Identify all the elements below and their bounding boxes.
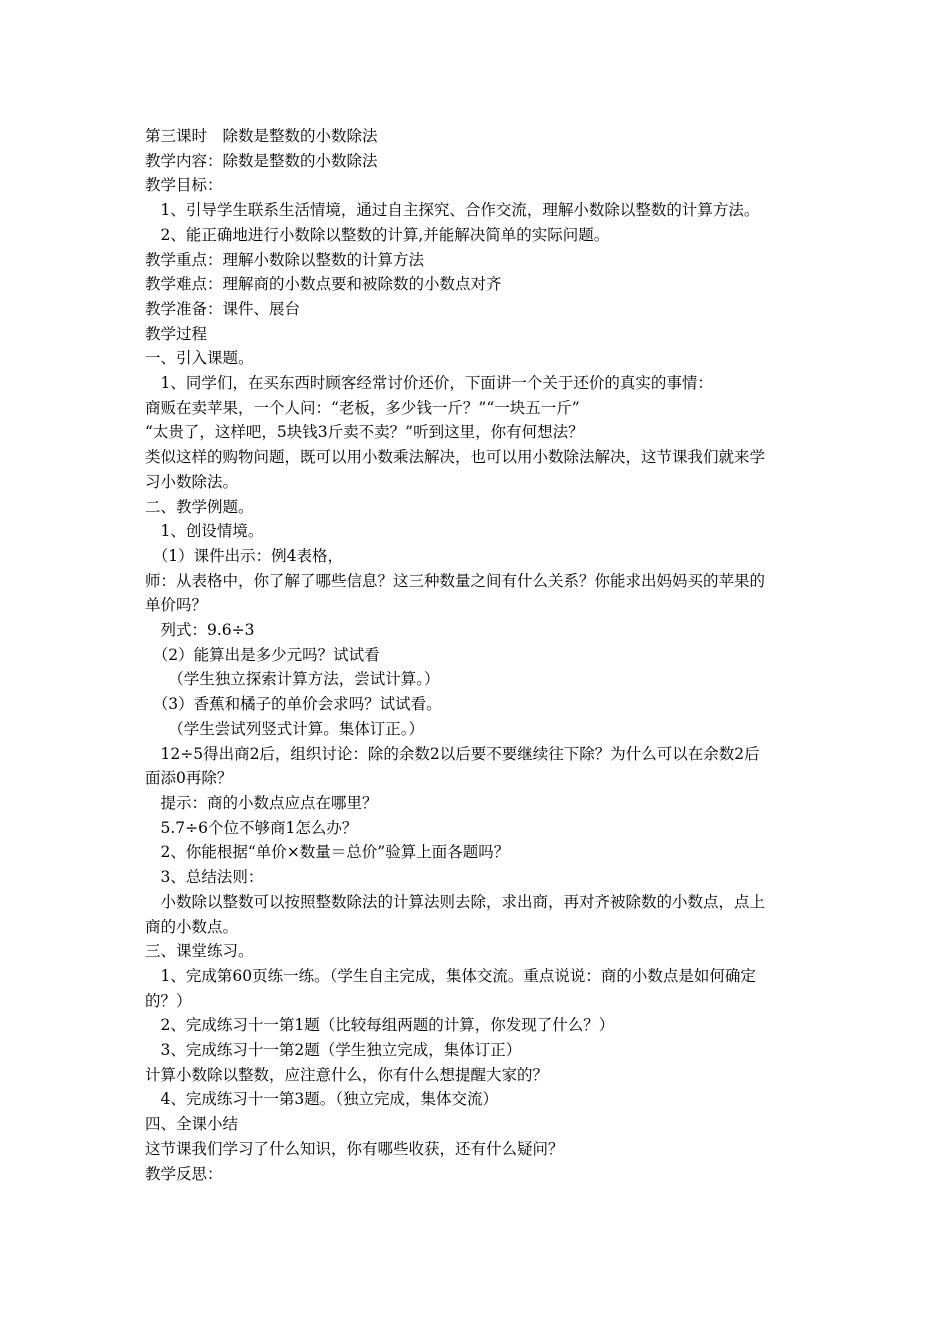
text-line: 提示：商的小数点应点在哪里？ xyxy=(145,793,378,812)
text-line: 小数除以整数可以按照整数除法的计算法则去除，求出商，再对齐被除数的小数点，点上 xyxy=(145,892,766,911)
text-line: （学生尝试列竖式计算。集体订正。） xyxy=(145,719,425,738)
text-line: 列式：9.6÷3 xyxy=(145,621,255,640)
document-body xyxy=(145,124,813,1186)
text-line: （2）能算出是多少元吗？试试看 xyxy=(145,645,380,664)
section-3-heading: 三、课堂练习。 xyxy=(145,942,254,961)
text-line: 4、完成练习十一第3题。（独立完成，集体交流） xyxy=(145,1090,498,1109)
text-line: 3、总结法则： xyxy=(145,868,264,887)
teaching-process-heading: 教学过程 xyxy=(145,324,208,343)
text-line: 商贩在卖苹果，一个人问：“老板，多少钱一斤？”“一块五一斤” xyxy=(145,398,580,417)
teaching-goals-heading: 教学目标： xyxy=(145,176,223,195)
text-line: 商的小数点。 xyxy=(145,917,239,936)
goal-2: 2、能正确地进行小数除以整数的计算,并能解决简单的实际问题。 xyxy=(145,225,610,244)
text-line: （3）香蕉和橘子的单价会求吗？试试看。 xyxy=(145,695,442,714)
section-1-heading: 一、引入课题。 xyxy=(145,349,254,368)
text-line: 1、完成第60页练一练。（学生自主完成，集体交流。重点说说：商的小数点是如何确定 xyxy=(145,966,756,985)
text-line: 计算小数除以整数，应注意什么，你有什么想提醒大家的？ xyxy=(145,1065,549,1084)
lesson-title: 第三课时 除数是整数的小数除法 xyxy=(145,127,378,145)
teaching-reflection-heading: 教学反思： xyxy=(145,1164,223,1183)
text-line: 1、创设情境。 xyxy=(145,522,264,541)
text-line: 1、同学们，在买东西时顾客经常讨价还价，下面讲一个关于还价的真实的事情： xyxy=(145,374,713,393)
text-line: 12÷5得出商2后，组织讨论：除的余数2以后要不要继续往下除？为什么可以在余数2后 xyxy=(145,744,760,763)
text-line: （1）课件出示：例4表格， xyxy=(145,546,343,565)
text-line: （学生独立探索计算方法，尝试计算。） xyxy=(145,670,440,689)
text-line: 单价吗？ xyxy=(145,596,208,615)
text-line: 5.7÷6个位不够商1怎么办？ xyxy=(145,818,358,837)
text-line: 这节课我们学习了什么知识，你有哪些收获，还有什么疑问？ xyxy=(145,1139,564,1158)
text-line: “太贵了，这样吧，5块钱3斤卖不卖？”听到这里，你有何想法？ xyxy=(145,423,584,442)
goal-1: 1、引导学生联系生活情境，通过自主探究、合作交流，理解小数除以整数的计算方法。 xyxy=(145,201,760,220)
text-line: 2、你能根据“单价×数量＝总价”验算上面各题吗？ xyxy=(145,843,510,862)
text-line: 类似这样的购物问题，既可以用小数乘法解决，也可以用小数除法解决，这节课我们就来学 xyxy=(145,448,766,467)
text-line: 2、完成练习十一第1题（比较每组两题的计算，你发现了什么？） xyxy=(145,1016,615,1035)
teaching-content: 教学内容：除数是整数的小数除法 xyxy=(145,151,378,170)
teaching-preparation: 教学准备：课件、展台 xyxy=(145,299,301,318)
text-line: 3、完成练习十一第2题（学生独立完成，集体订正） xyxy=(145,1041,522,1060)
text-line: 师：从表格中，你了解了哪些信息？这三种数量之间有什么关系？你能求出妈妈买的苹果的 xyxy=(145,571,766,590)
section-2-heading: 二、教学例题。 xyxy=(145,497,254,516)
text-line: 的？） xyxy=(145,991,192,1010)
text-line: 习小数除法。 xyxy=(145,472,239,491)
teaching-focus: 教学重点：理解小数除以整数的计算方法 xyxy=(145,250,425,269)
teaching-difficulty: 教学难点：理解商的小数点要和被除数的小数点对齐 xyxy=(145,275,502,294)
section-4-heading: 四、全课小结 xyxy=(145,1115,239,1134)
text-line: 面添0再除？ xyxy=(145,769,233,788)
